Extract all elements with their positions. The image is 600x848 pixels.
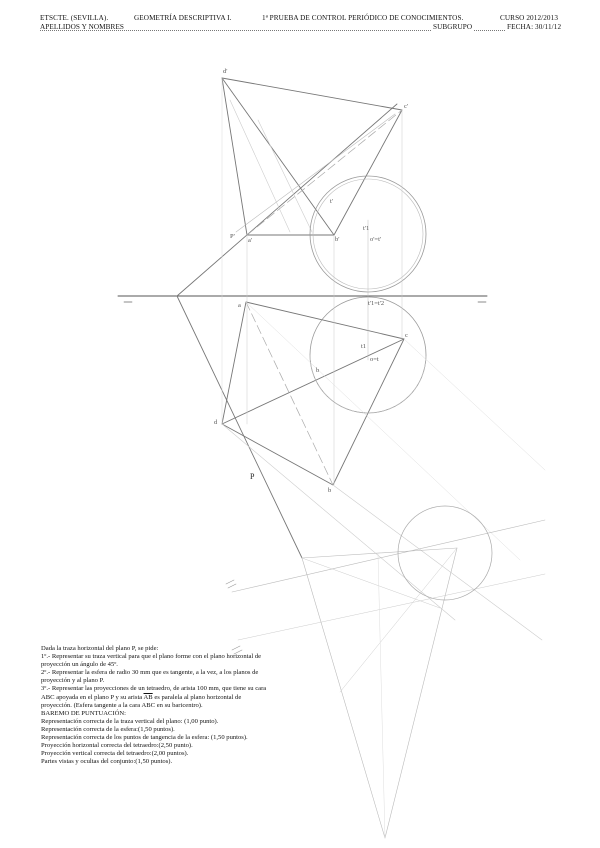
scoring-item-3: Representación correcta de los puntos de tangencia de la esfera: (1,50 puntos). (41, 734, 248, 742)
aux-rebatted-median-2 (340, 548, 457, 692)
tetra-hor-edge-dc (222, 339, 404, 424)
aux-mark-2 (228, 584, 236, 588)
plane-vertical-trace (177, 104, 397, 296)
label-b-horizontal: b (316, 367, 320, 374)
aux-parallel-4 (404, 339, 545, 470)
header-exam-title: 1ª PRUEBA DE CONTROL PERIÓDICO DE CONOCIMIENTOS. (262, 14, 464, 22)
tetra-vert-helper-3 (258, 120, 312, 232)
label-plane-p: P (250, 472, 255, 481)
label-a-vertical: a' (248, 237, 253, 244)
tetra-hor-edge-ad (222, 302, 246, 424)
tetra-vert-edge-da (222, 78, 247, 235)
header-names-label: APELLIDOS Y NOMBRES (40, 23, 125, 31)
label-b-lower: b (328, 487, 332, 494)
statement-edge-ab: $\overline{AB}$ (143, 693, 153, 701)
aux-mark-1 (226, 580, 234, 584)
aux-parallel-2 (333, 485, 542, 640)
label-d-horizontal: d (214, 419, 218, 426)
tetra-hor-edge-ac (246, 302, 404, 339)
aux-parallel-3 (246, 302, 520, 560)
sphere-horizontal-hidden (310, 355, 426, 413)
header-subgroup-label: SUBGRUPO (433, 23, 473, 31)
aux-hinge-line (232, 520, 545, 592)
tetra-vert-edge-dc (222, 78, 402, 110)
statement-intro: Dada la traza horizontal del plano P, se pide: (41, 645, 159, 652)
tetra-vert-helper-2 (230, 100, 290, 232)
tetra-vert-hidden-ac (247, 110, 402, 235)
statement-item-3-end: es paralela al plano horizontal de proyección. (Esfera tangente a la cara ABC en su baricentro). (41, 693, 242, 709)
aux-parallel-1 (222, 424, 455, 620)
label-p-vertical: P' (230, 233, 235, 240)
scoring-item-4: Proyección horizontal correcta del tetraedro:(2,50 punto). (41, 742, 193, 750)
scoring-item-2: Representación correcta de la esfera:(1,50 puntos). (41, 725, 175, 733)
label-b-vertical: b' (335, 236, 340, 243)
tetra-hor-hidden-ab (246, 302, 333, 485)
aux-rebatted-median-3 (378, 554, 385, 838)
problem-statement (41, 645, 273, 766)
statement-item-1: 1º.- Representar su traza vertical para que el plano forme con el plano horizontal de proyección un ángulo de 45º. (41, 653, 262, 669)
scoring-item-5: Proyección vertical correcta del tetraedro:(2,00 puntos). (41, 750, 189, 758)
label-t-vertical: t' (330, 198, 333, 205)
header-academic-year: CURSO 2012/2013 (500, 14, 559, 22)
statement-item-3 (41, 685, 273, 709)
label-a-horizontal: a (238, 302, 241, 309)
label-c-horizontal: c (405, 332, 408, 339)
scoring-title: BAREMO DE PUNTUACIÓN: (41, 709, 126, 717)
label-o-vertical: o'=t' (370, 236, 382, 243)
aux-rebatted-edge-3 (302, 558, 385, 838)
header-date-label: FECHA: 30/11/12 (507, 23, 562, 31)
tetra-hor-edge-cb (333, 339, 404, 485)
scoring-item-1: Representación correcta de la traza vertical del plano: (1,00 punto). (41, 717, 219, 725)
aux-rebatted-median (302, 558, 440, 608)
label-o-horizontal: o=t (370, 356, 379, 363)
tetra-hor-edge-db (222, 424, 333, 485)
label-c-vertical: c' (404, 103, 409, 110)
scoring-item-6: Partes vistas y ocultas del conjunto:(1,50 puntos). (41, 758, 173, 766)
label-t1-horizontal: t1 (361, 343, 367, 350)
statement-item-2: 2º.- Representar la esfera de radio 30 mm que es tangente, a la vez, a los planos de proyección y al plano P. (41, 669, 259, 685)
tetra-vert-edge-db (222, 78, 334, 235)
aux-diag-line (238, 574, 545, 640)
statement-item-3-start: 3º.- Representar las proyecciones de un tetraedro, de arista 100 mm, que tiene su cara ABC apoyada en el plano P y su arista (41, 685, 267, 701)
label-t2-horizontal: t'1=t'2 (368, 300, 385, 307)
label-t1-vertical: t'1 (363, 225, 370, 232)
label-d-vertical: d' (223, 68, 228, 75)
header-course-name: GEOMETRÍA DESCRIPTIVA I. (134, 14, 232, 22)
header-school: ETSCTE. (SEVILLA). (40, 14, 109, 22)
